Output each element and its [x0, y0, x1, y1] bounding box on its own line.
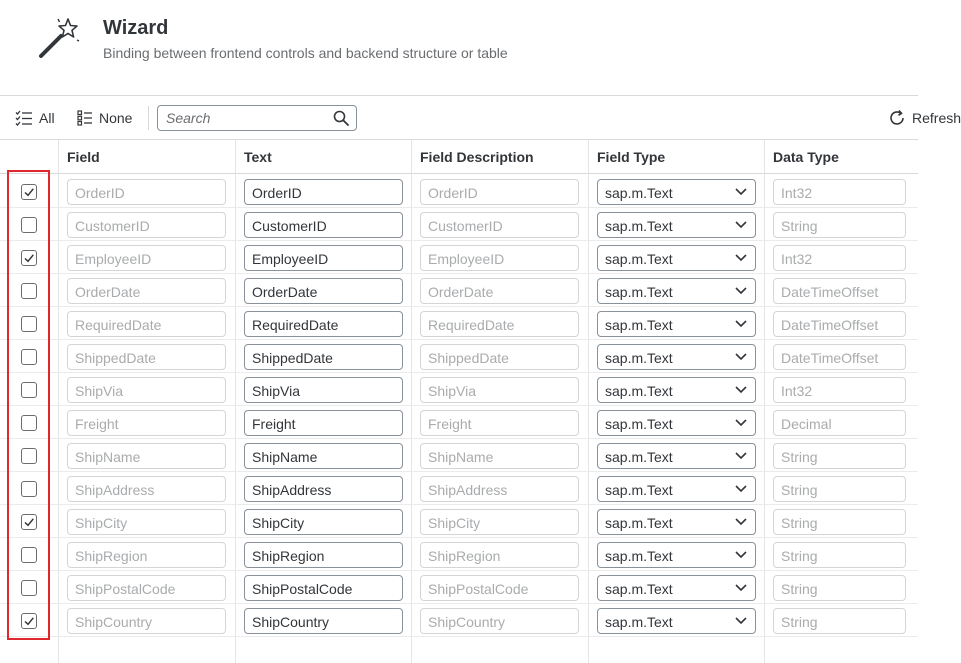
field-type-value: sap.m.Text: [605, 482, 673, 498]
text-input[interactable]: EmployeeID: [244, 245, 403, 271]
field-type-value: sap.m.Text: [605, 614, 673, 630]
select-all-button[interactable]: [15, 106, 55, 130]
field-type-select[interactable]: [597, 608, 756, 634]
data-type-input: Decimal: [773, 410, 906, 436]
text-input[interactable]: ShipVia: [244, 377, 403, 403]
text-input[interactable]: CustomerID: [244, 212, 403, 238]
table-row: [0, 604, 918, 637]
field-description-input: CustomerID: [420, 212, 579, 238]
table-row: [0, 472, 918, 505]
chevron-down-icon[interactable]: [735, 287, 747, 295]
field-description-input: EmployeeID: [420, 245, 579, 271]
field-type-value: sap.m.Text: [605, 515, 673, 531]
data-type-input: String: [773, 212, 906, 238]
search-icon[interactable]: [333, 110, 349, 131]
table-row: [0, 307, 918, 340]
field-type-value: sap.m.Text: [605, 284, 673, 300]
binding-table: [0, 140, 918, 663]
text-input[interactable]: ShipName: [244, 443, 403, 469]
data-type-input: Int32: [773, 179, 906, 205]
table-row: [0, 373, 918, 406]
column-header-field-description[interactable]: Field Description: [420, 149, 534, 165]
field-type-select[interactable]: [597, 311, 756, 337]
table-row: [0, 538, 918, 571]
column-header-field-type[interactable]: Field Type: [597, 149, 666, 165]
field-name-input: ShipVia: [67, 377, 226, 403]
chevron-down-icon[interactable]: [735, 452, 747, 460]
data-type-input: String: [773, 443, 906, 469]
chevron-down-icon[interactable]: [735, 254, 747, 262]
chevron-down-icon[interactable]: [735, 353, 747, 361]
field-name-input: ShipName: [67, 443, 226, 469]
data-type-input: String: [773, 509, 906, 535]
field-type-select[interactable]: [597, 542, 756, 568]
text-input[interactable]: ShipCity: [244, 509, 403, 535]
table-row: [0, 208, 918, 241]
field-type-value: sap.m.Text: [605, 548, 673, 564]
field-name-input: Freight: [67, 410, 226, 436]
chevron-down-icon[interactable]: [735, 551, 747, 559]
chevron-down-icon[interactable]: [735, 485, 747, 493]
refresh-button[interactable]: [888, 106, 961, 130]
data-type-input: Int32: [773, 377, 906, 403]
field-name-input: OrderID: [67, 179, 226, 205]
refresh-label: Refresh: [912, 110, 961, 126]
data-type-input: DateTimeOffset: [773, 311, 906, 337]
field-description-input: OrderDate: [420, 278, 579, 304]
table-row: [0, 241, 918, 274]
field-type-select[interactable]: [597, 476, 756, 502]
select-none-button[interactable]: [77, 106, 132, 130]
table-row: [0, 274, 918, 307]
field-type-value: sap.m.Text: [605, 317, 673, 333]
select-all-label: All: [39, 110, 55, 126]
chevron-down-icon[interactable]: [735, 584, 747, 592]
field-type-value: sap.m.Text: [605, 449, 673, 465]
field-description-input: Freight: [420, 410, 579, 436]
field-type-value: sap.m.Text: [605, 218, 673, 234]
table-row: [0, 439, 918, 472]
data-type-input: String: [773, 608, 906, 634]
page-subtitle: Binding between frontend controls and backend structure or table: [103, 45, 508, 61]
text-input[interactable]: OrderID: [244, 179, 403, 205]
toolbar: [0, 96, 961, 140]
text-input[interactable]: ShipRegion: [244, 542, 403, 568]
field-name-input: CustomerID: [67, 212, 226, 238]
column-header-field[interactable]: Field: [67, 149, 100, 165]
field-name-input: EmployeeID: [67, 245, 226, 271]
chevron-down-icon[interactable]: [735, 320, 747, 328]
chevron-down-icon[interactable]: [735, 617, 747, 625]
select-none-label: None: [99, 110, 133, 126]
field-type-select[interactable]: [597, 509, 756, 535]
field-type-select[interactable]: [597, 575, 756, 601]
field-name-input: RequiredDate: [67, 311, 226, 337]
field-type-value: sap.m.Text: [605, 416, 673, 432]
chevron-down-icon[interactable]: [735, 518, 747, 526]
field-description-input: ShippedDate: [420, 344, 579, 370]
field-type-value: sap.m.Text: [605, 581, 673, 597]
field-name-input: OrderDate: [67, 278, 226, 304]
table-row: [0, 505, 918, 538]
field-type-value: sap.m.Text: [605, 251, 673, 267]
field-description-input: ShipCountry: [420, 608, 579, 634]
field-type-select[interactable]: [597, 410, 756, 436]
field-type-select[interactable]: [597, 377, 756, 403]
field-type-value: sap.m.Text: [605, 185, 673, 201]
field-name-input: ShipCity: [67, 509, 226, 535]
refresh-icon: [888, 109, 906, 127]
field-description-input: OrderID: [420, 179, 579, 205]
chevron-down-icon[interactable]: [735, 419, 747, 427]
text-input[interactable]: OrderDate: [244, 278, 403, 304]
field-type-select[interactable]: [597, 443, 756, 469]
field-name-input: ShipAddress: [67, 476, 226, 502]
field-description-input: ShipAddress: [420, 476, 579, 502]
chevron-down-icon[interactable]: [735, 386, 747, 394]
field-name-input: ShippedDate: [67, 344, 226, 370]
field-type-select[interactable]: [597, 179, 756, 205]
search-input[interactable]: [166, 109, 326, 127]
text-input[interactable]: ShipAddress: [244, 476, 403, 502]
field-description-input: RequiredDate: [420, 311, 579, 337]
search-field[interactable]: [157, 105, 357, 131]
table-row: [0, 406, 918, 439]
table-row: [0, 175, 918, 208]
multi-select-all-icon: [15, 110, 33, 126]
field-name-input: ShipCountry: [67, 608, 226, 634]
field-type-value: sap.m.Text: [605, 383, 673, 399]
selection-highlight-box: [7, 170, 50, 640]
field-name-input: ShipPostalCode: [67, 575, 226, 601]
data-type-input: Int32: [773, 245, 906, 271]
page-title: Wizard: [103, 17, 169, 39]
data-type-input: String: [773, 476, 906, 502]
magic-wand-icon: [37, 16, 81, 60]
text-input[interactable]: ShipPostalCode: [244, 575, 403, 601]
field-type-select[interactable]: [597, 278, 756, 304]
field-type-select[interactable]: [597, 344, 756, 370]
data-type-input: String: [773, 542, 906, 568]
wizard-header: [0, 0, 918, 96]
toolbar-separator: [148, 106, 149, 130]
field-description-input: ShipCity: [420, 509, 579, 535]
field-type-value: sap.m.Text: [605, 350, 673, 366]
table-row: [0, 571, 918, 604]
text-input[interactable]: ShipCountry: [244, 608, 403, 634]
column-header-data-type[interactable]: Data Type: [773, 149, 839, 165]
table-row: [0, 340, 918, 373]
text-input[interactable]: RequiredDate: [244, 311, 403, 337]
field-type-select[interactable]: [597, 212, 756, 238]
text-input[interactable]: Freight: [244, 410, 403, 436]
field-description-input: ShipVia: [420, 377, 579, 403]
field-description-input: ShipPostalCode: [420, 575, 579, 601]
table-header: [0, 140, 918, 174]
data-type-input: DateTimeOffset: [773, 278, 906, 304]
multi-select-none-icon: [77, 110, 93, 126]
chevron-down-icon[interactable]: [735, 221, 747, 229]
text-input[interactable]: ShippedDate: [244, 344, 403, 370]
field-description-input: ShipRegion: [420, 542, 579, 568]
column-header-text[interactable]: Text: [244, 149, 272, 165]
chevron-down-icon[interactable]: [735, 188, 747, 196]
field-type-select[interactable]: [597, 245, 756, 271]
field-name-input: ShipRegion: [67, 542, 226, 568]
data-type-input: String: [773, 575, 906, 601]
data-type-input: DateTimeOffset: [773, 344, 906, 370]
field-description-input: ShipName: [420, 443, 579, 469]
